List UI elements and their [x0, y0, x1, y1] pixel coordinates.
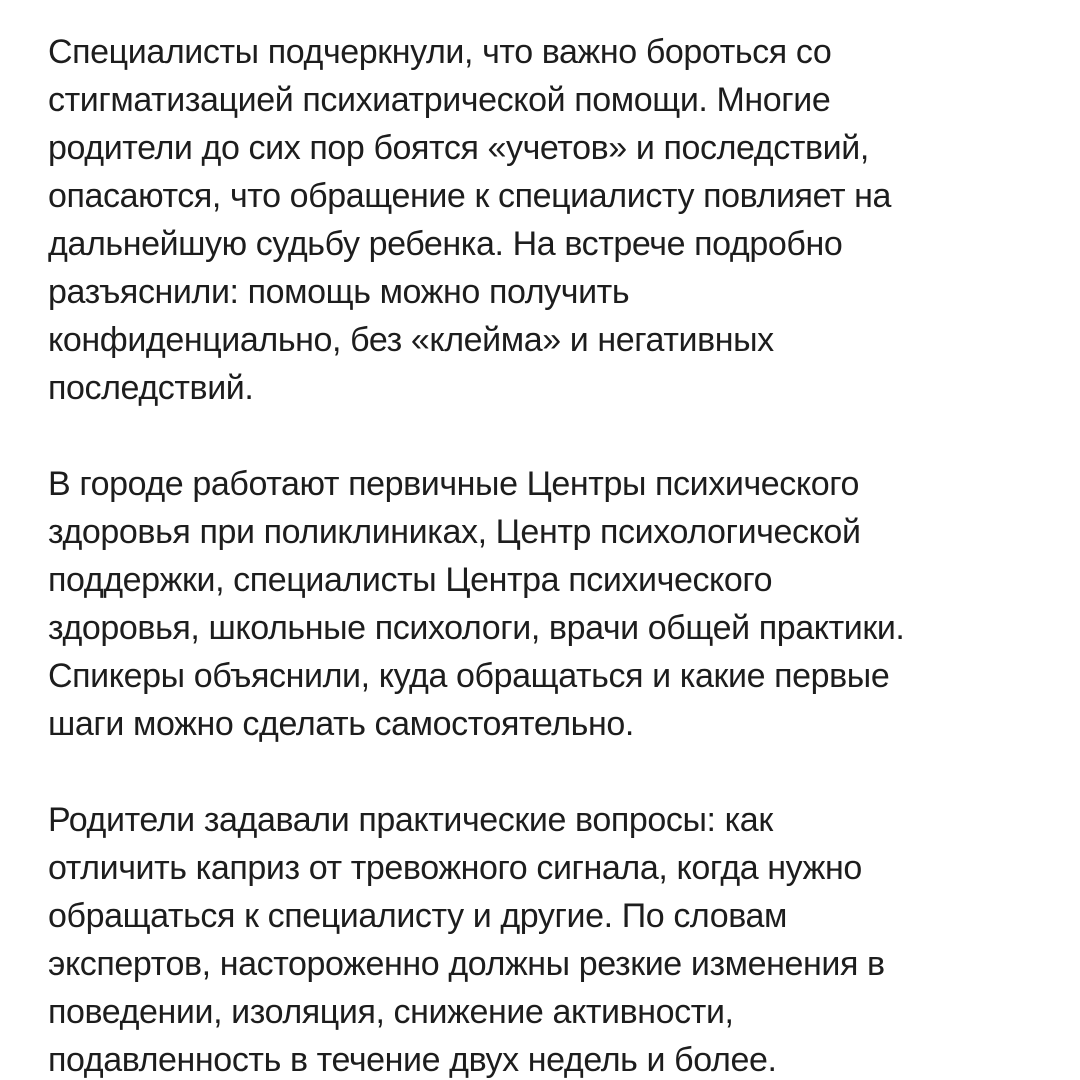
- text-line: здоровья, школьные психологи, врачи общей практики.: [48, 609, 905, 647]
- text-line: Родители задавали практические вопросы: как: [48, 801, 773, 839]
- text-line: шаги можно сделать самостоятельно.: [48, 705, 634, 743]
- text-line: стигматизацией психиатрической помощи. Многие: [48, 81, 831, 119]
- text-line: Спикеры объяснили, куда обращаться и какие первые: [48, 657, 890, 695]
- text-line: опасаются, что обращение к специалисту повлияет на: [48, 177, 892, 215]
- paragraph-centers: [48, 460, 1048, 748]
- text-line: конфиденциально, без «клейма» и негативных: [48, 321, 774, 359]
- text-line: отличить каприз от тревожного сигнала, когда нужно: [48, 849, 862, 887]
- text-line: поддержки, специалисты Центра психического: [48, 561, 773, 599]
- article-body: [48, 28, 1048, 1080]
- text-line: последствий.: [48, 369, 254, 407]
- text-line: В городе работают первичные Центры психического: [48, 465, 859, 503]
- text-line: здоровья при поликлиниках, Центр психологической: [48, 513, 861, 551]
- text-line: обращаться к специалисту и другие. По словам: [48, 897, 788, 935]
- paragraph-questions: [48, 796, 1048, 1080]
- text-line: родители до сих пор боятся «учетов» и последствий,: [48, 129, 869, 167]
- text-line: разъяснили: помощь можно получить: [48, 273, 630, 311]
- text-line: Специалисты подчеркнули, что важно бороться со: [48, 33, 832, 71]
- text-line: подавленность в течение двух недель и более.: [48, 1041, 777, 1079]
- paragraph-stigma: [48, 28, 1048, 412]
- text-line: экспертов, настороженно должны резкие изменения в: [48, 945, 885, 983]
- text-line: дальнейшую судьбу ребенка. На встрече подробно: [48, 225, 843, 263]
- text-line: поведении, изоляция, снижение активности,: [48, 993, 734, 1031]
